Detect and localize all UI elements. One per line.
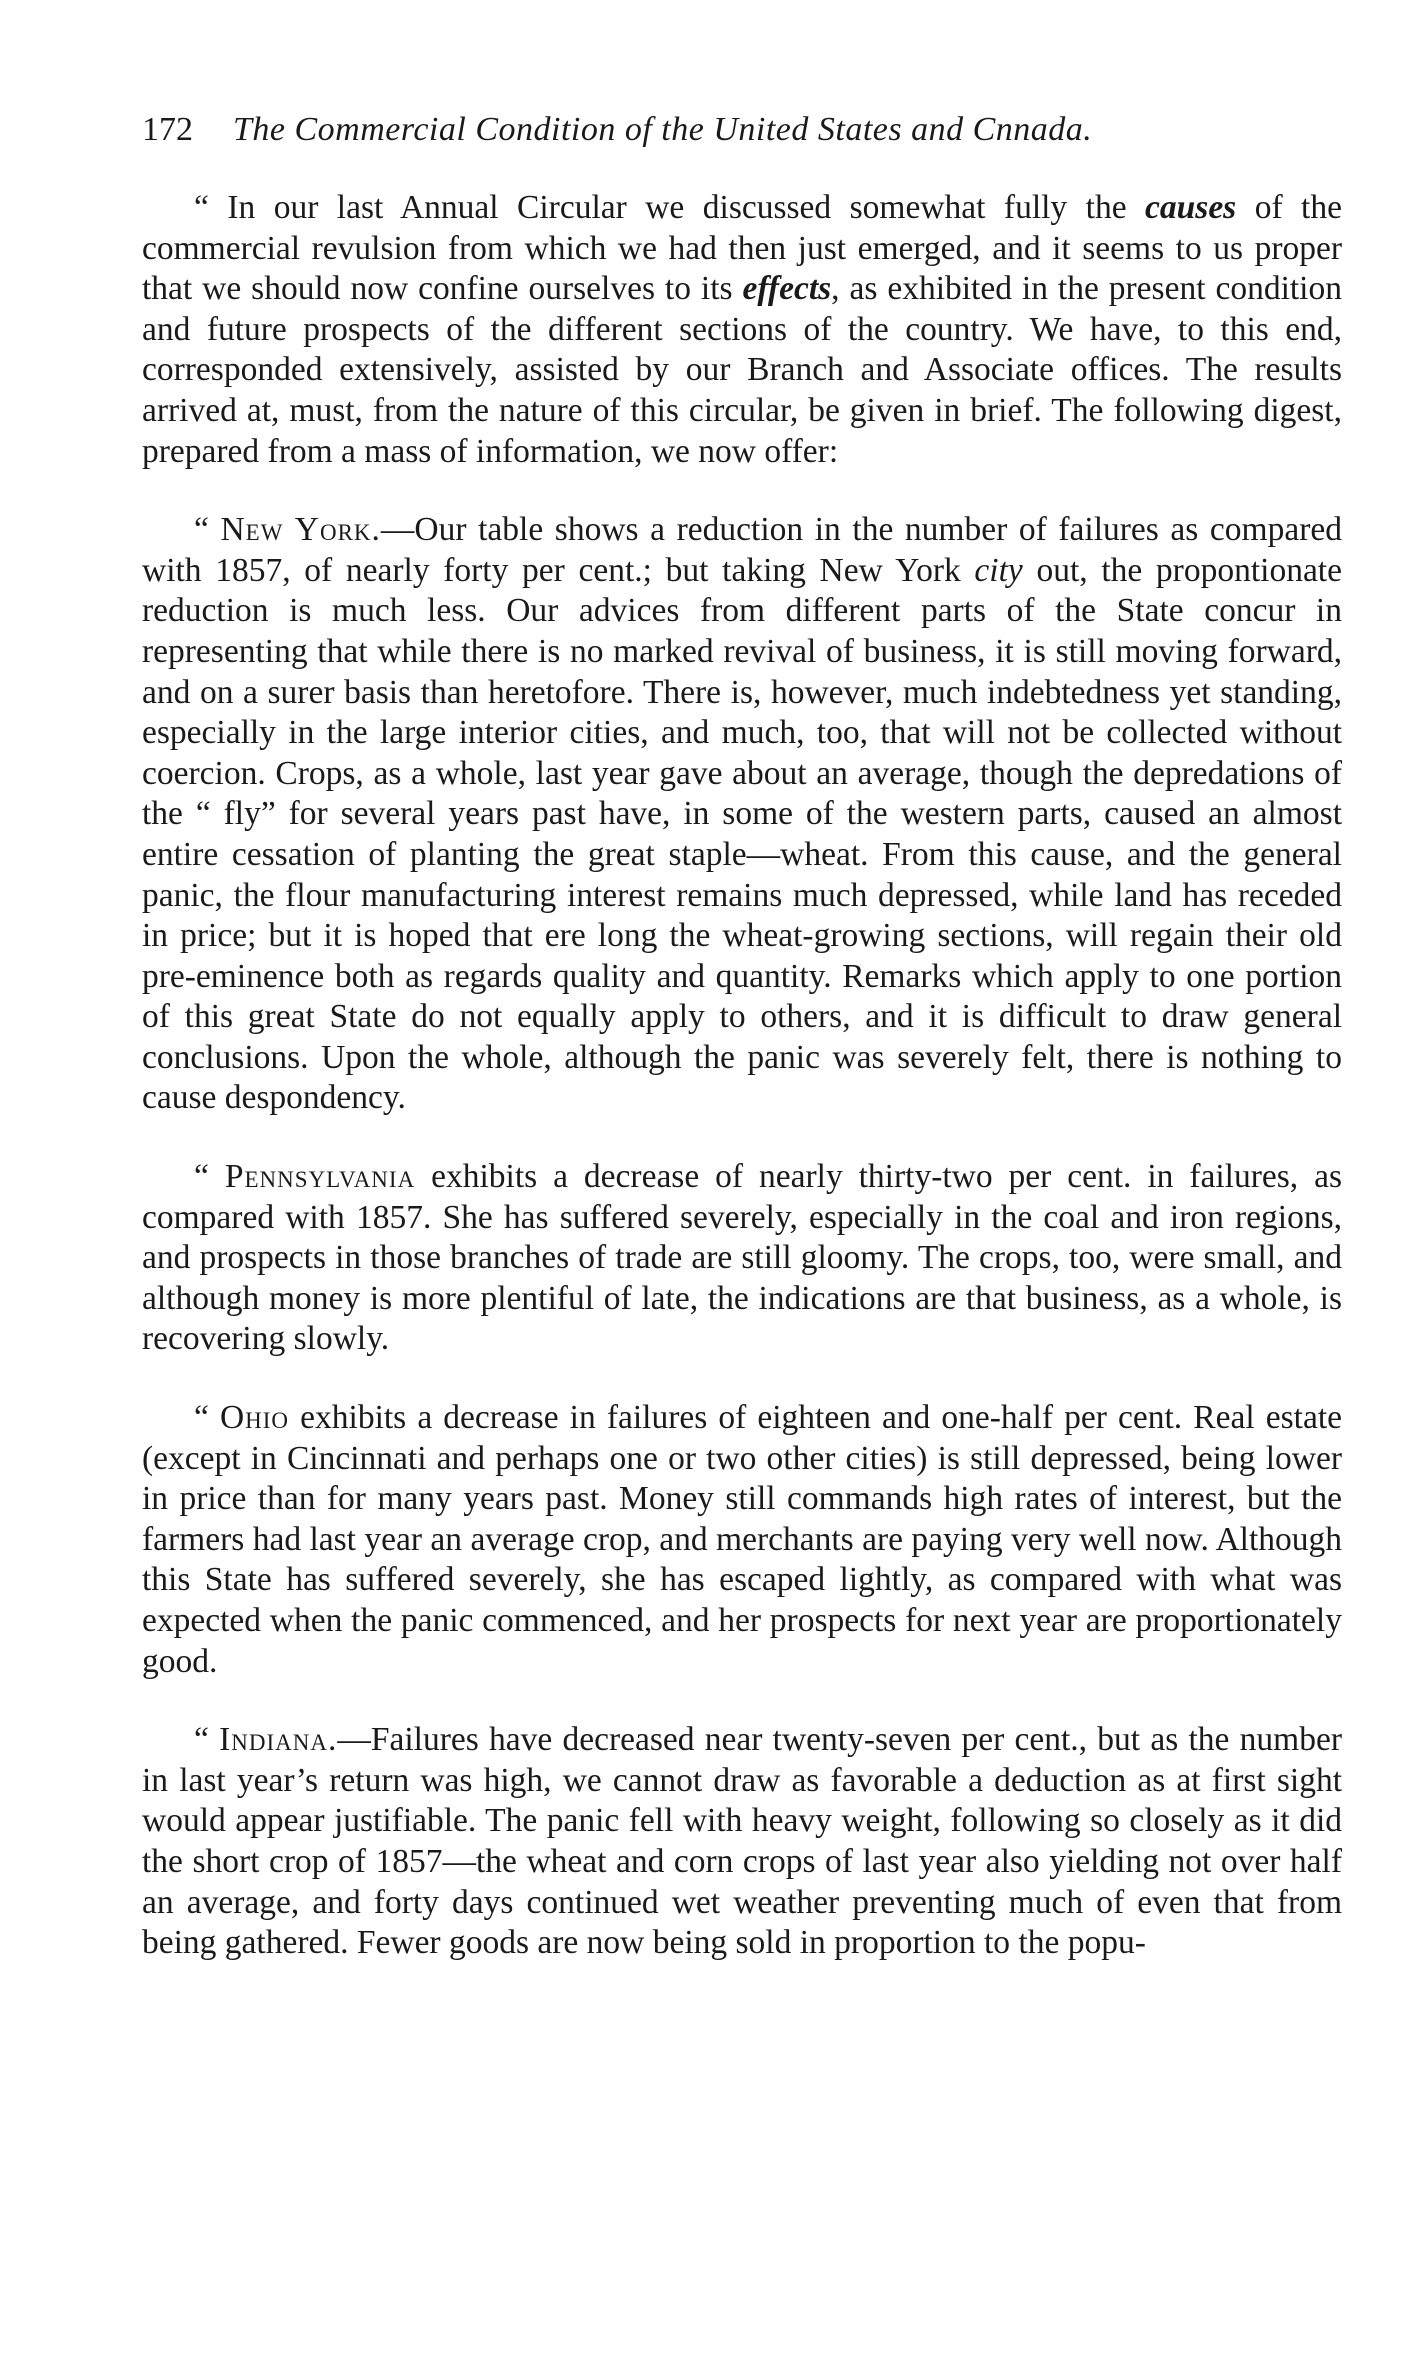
emphasis-text: city: [974, 551, 1023, 589]
emphasis-text: Indiana.: [219, 1721, 338, 1759]
paragraph: [142, 1398, 1342, 1682]
text-run: “: [194, 1721, 220, 1759]
text-run: of the commercial revulsion from which we had then just emerged, and it seems to us proper that we should now confine ourselves to its: [142, 189, 1342, 308]
text-run: exhibits a decrease in failures of eighteen and one-half per cent. Real estate (except in Cincinnati and perhaps one or two other cities) is still depressed, being lower in price than for many years past. Money still commands high rates of interest, but the farmers had last year an average crop, and merchants are paying very well now. Although this State has suffered severely, she has escaped lightly, as compared with what was expected when the panic commenced, and her prospects for next year are proportionately good.: [142, 1399, 1342, 1680]
paragraph: [142, 510, 1342, 1119]
text-run: —Our table shows a reduction in the number of failures as compared with 1857, of nearly forty per cent.; but taking New York: [142, 511, 1342, 589]
page-number: 172: [142, 111, 193, 148]
text-run: out, the propontionate reduction is much less. Our advices from different parts of the State concur in representing that while there is no marked revival of business, it is still moving forward, and on a surer basis than heretofore. There is, however, much indebtedness yet standing, especially in the large interior cities, and much, too, that will not be collected without coercion. Crops, as a whole, last year gave about an average, though the depredations of the “ fly” for several years past have, in some of the western parts, caused an almost entire cessation of planting the great staple—wheat. From this cause, and the general panic, the flour manufacturing interest remains much depressed, while land has receded in price; but it is hoped that ere long the wheat-growing sections, will regain their old pre-eminence both as regards quality and quantity. Remarks which apply to one portion of this great State do not equally apply to others, and it is difficult to draw general conclusions. Upon the whole, although the panic was severely felt, there is nothing to cause despondency.: [142, 551, 1342, 1117]
text-run: “ In our last Annual Circular we discussed somewhat fully the: [194, 189, 1146, 226]
page-header: [142, 108, 1342, 152]
text-run: “: [194, 1158, 225, 1196]
emphasis-text: Ohio: [219, 1399, 290, 1437]
text-run: “: [194, 511, 221, 549]
text-run: “: [194, 1399, 220, 1437]
body-text: [142, 188, 1342, 1964]
paragraph: [142, 188, 1342, 472]
running-title: The Commercial Condition of the United States and Cnnada.: [233, 111, 1093, 148]
paragraph: [142, 1720, 1342, 1964]
text-run: —Failures have decreased near twenty-seven per cent., but as the number in last year’s return was high, we cannot draw as favorable a deduction as at first sight would appear justifiable. The panic fell with heavy weight, following so closely as it did the short crop of 1857—the wheat and corn crops of last year also yielding not over half an average, and forty days continued wet weather preventing much of even that from being gathered. Fewer goods are now being sold in proportion to the popu-: [142, 1721, 1342, 1962]
emphasis-text: effects: [742, 270, 832, 308]
text-run: , as exhibited in the present condition and future prospects of the different sections of the country. We have, to this end, corresponded extensively, assisted by our Branch and Associate offices. The results arrived at, must, from the nature of this circular, be given in brief. The following digest, prepared from a mass of information, we now offer:: [142, 270, 1342, 470]
paragraph: [142, 1157, 1342, 1360]
emphasis-text: causes: [1145, 189, 1237, 226]
emphasis-text: Pennsylvania: [224, 1158, 416, 1196]
emphasis-text: New York.: [220, 511, 381, 549]
text-run: exhibits a decrease of nearly thirty-two per cent. in failures, as compared with 1857. She has suffered severely, especially in the coal and iron regions, and prospects in those branches of trade are still gloomy. The crops, too, were small, and although money is more plentiful of late, the indications are that business, as a whole, is recovering slowly.: [142, 1158, 1343, 1358]
book-page: [142, 108, 1342, 1964]
